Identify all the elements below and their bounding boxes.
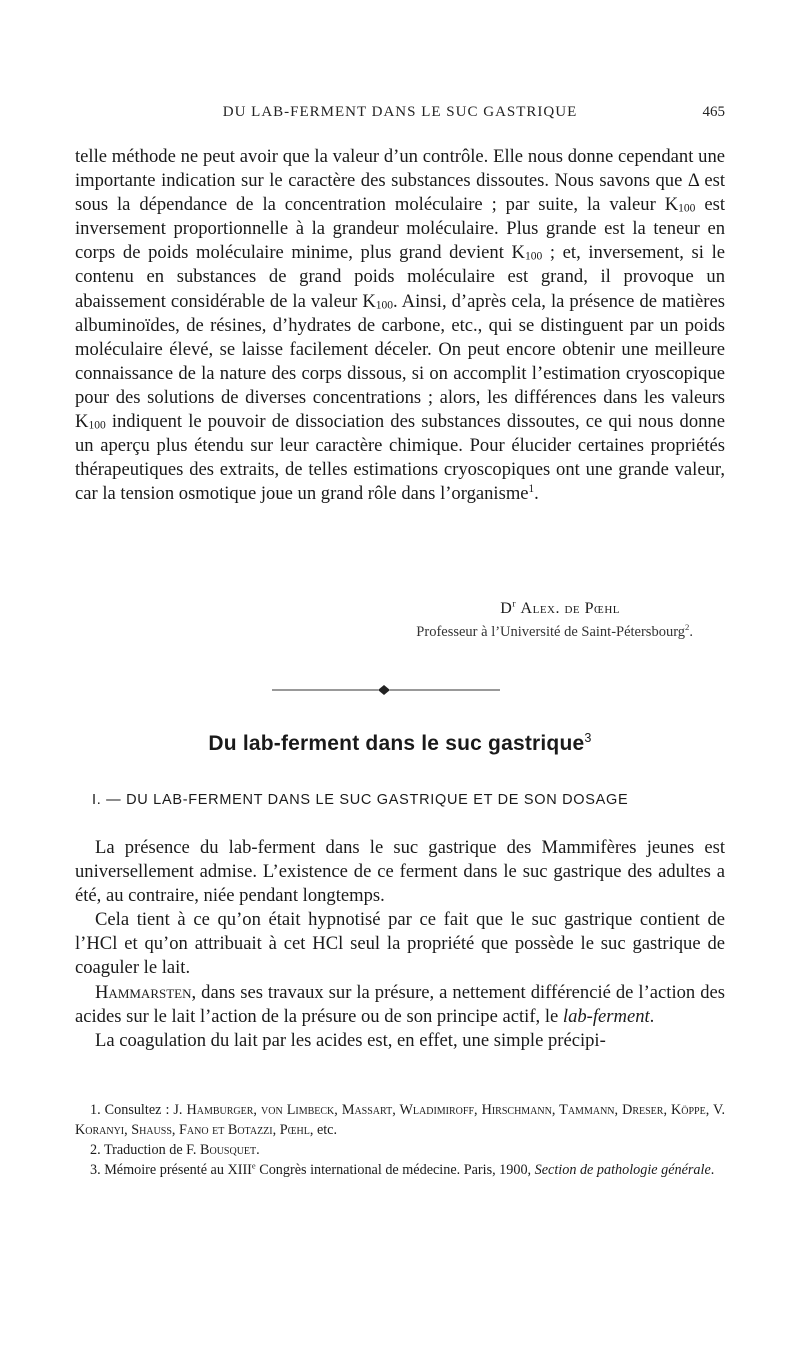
footnote-number: 2. (90, 1142, 101, 1158)
paragraph: Cela tient à ce qu’on était hypnotisé par ce fait que le suc gastrique contient de l’HCl et qu’on attribuait à cet HCl seul la propriété que possède le suc gastrique de coaguler le lait. (75, 909, 725, 979)
text-run: . Ainsi, d’après cela, la présence de matières albuminoïdes, de résines, d’hydrates de carbone, etc., qui se distinguent par un poids moléculaire élevé, se laisse facilement déceler. On peut encore obtenir une meilleure connaissance de la nature des corps dissous, si on accomplit l’estimation cryoscopique pour des solutions de diverses concentrations ; alors, les différences dans les valeurs K (75, 290, 725, 433)
paragraph: La coagulation du lait par les acides est, en effet, une simple précipi- (95, 1029, 606, 1051)
text-run: . (534, 483, 539, 505)
page-number: 465 (702, 104, 725, 120)
footnote-2 (75, 1140, 725, 1160)
title-dr: D (500, 600, 513, 617)
subscript: 100 (88, 419, 106, 432)
title-dr-sup: r (512, 598, 517, 610)
text-run: , dans ses travaux sur la présure, a nettement différencié de l’action des acides sur le lait l’action de la présure ou de son principe actif, le (75, 981, 725, 1027)
text-run: Mémoire présenté au XIII (104, 1162, 252, 1178)
paragraph (75, 145, 725, 506)
continued-paragraph (75, 145, 725, 506)
footnote-1 (75, 1100, 725, 1140)
footnote-number: 1. (90, 1102, 101, 1118)
paragraph: La présence du lab-ferment dans le suc gastrique des Mammifères jeunes est universellement admise. L’existence de ce ferment dans le suc gastrique des adultes a été, au contraire, niée pendant longtemps. (75, 837, 725, 907)
italic-section: Section de pathologie générale (534, 1162, 711, 1178)
text-run: Traduction de F. (103, 1142, 201, 1158)
running-head (75, 104, 725, 128)
running-head-title: DU LAB-FERMENT DANS LE SUC GASTRIQUE (222, 104, 578, 120)
footnote-number: 3. (90, 1162, 101, 1178)
translator-name: Bousquet (200, 1142, 257, 1158)
text-run: indiquent le pouvoir de dissociation des substances dissoutes, ce qui nous donne un aperçu plus étendu sur leur caractère chimique. Pour élucider certaines propriétés thérapeutiques des extraits, de telles estimations cryoscopiques ont une grande valeur, car la tension osmotique joue un grand rôle dans l’organisme (75, 411, 725, 505)
footnote-ref-1[interactable]: 1 (528, 483, 535, 496)
text-run: telle méthode ne peut avoir que la valeur d’un contrôle. Elle nous donne cependant une importante indication sur le caractère des substances dissoutes. Nous savons que Δ est sous la dépendance de la concentration moléculaire ; par suite, la valeur K (75, 146, 725, 216)
superscript: e (251, 1160, 256, 1171)
section-heading: I. — DU LAB-FERMENT DANS LE SUC GASTRIQUE ET DE SON DOSAGE (92, 792, 629, 808)
text-run: . (710, 1162, 715, 1178)
cited-names: Hamburger, von Limbeck, Massart, Wladimiroff, Hirschmann, Tammann, Dreser, Köppe, V. Koranyi, Shauss, Fano et Botazzi, Pœhl (75, 1102, 725, 1138)
paragraph (75, 981, 725, 1029)
text-run: , etc. (309, 1122, 338, 1138)
italic-term: lab-ferment (562, 1005, 650, 1027)
footnotes (75, 1100, 725, 1180)
text-run: ; et, inversement, si le contenu en substances de grand poids moléculaire est grand, il provoque un abaissement considérable de la valeur K (75, 242, 725, 312)
text-run: Congrès international de médecine. Paris, 1900, (255, 1162, 535, 1178)
subscript: 100 (524, 251, 543, 264)
article-body (75, 836, 725, 1053)
text-run: . (256, 1142, 260, 1158)
subscript: 100 (375, 299, 394, 312)
author-affiliation (75, 624, 725, 641)
article-title-text: Du lab-ferment dans le suc gastrique (208, 732, 585, 755)
affiliation-end: . (689, 624, 693, 640)
text-run: . (649, 1005, 655, 1027)
author-name: Alex. de Pœhl (520, 600, 620, 617)
author-signature (75, 600, 725, 618)
author-name-hammarsten: Hammarsten (95, 981, 192, 1003)
text-run: Consultez : J. (104, 1102, 187, 1118)
footnote-ref-3[interactable]: 3 (584, 731, 592, 745)
section-divider-ornament (0, 680, 800, 700)
footnote-ref-2[interactable]: 2 (685, 622, 690, 633)
text-run: est inversement proportionnelle à la grandeur moléculaire. Plus grande est la teneur en corps de poids moléculaire minime, plus grand devient K (75, 194, 725, 264)
footnote-3 (75, 1160, 725, 1180)
affiliation-text: Professeur à l’Université de Saint-Pétersbourg (416, 624, 686, 640)
subscript: 100 (678, 202, 696, 215)
article-title (0, 732, 800, 756)
